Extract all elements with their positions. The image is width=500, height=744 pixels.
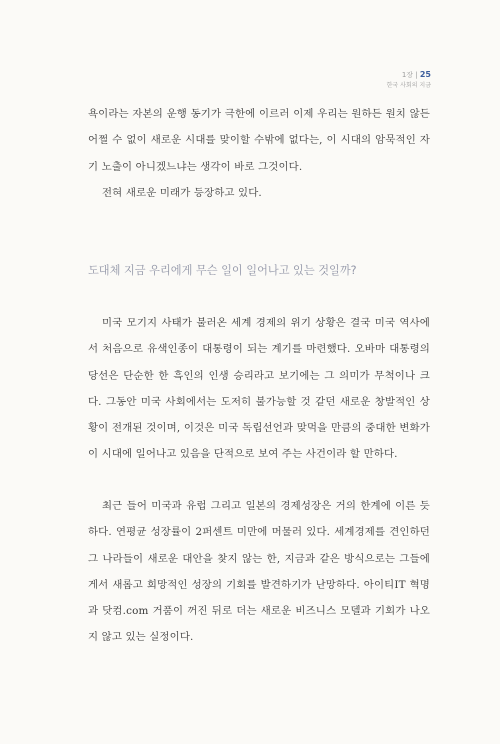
running-head-top	[387, 70, 431, 80]
running-head-separator: |	[415, 71, 418, 79]
short-paragraph: 전혀 새로운 미래가 등장하고 있다.	[102, 187, 262, 199]
running-head	[387, 70, 431, 90]
section-heading: 도대체 지금 우리에게 무슨 일이 일어나고 있는 것일까?	[88, 264, 357, 277]
continued-paragraph: 욕이라는 자본의 운행 동기가 극한에 이르러 이제 우리는 원하든 원치 않든 어쩔 수 없이 새로운 시대를 맞이할 수밖에 없다는, 이 시대의 암묵적인 자기 노출이 아니겠느냐는 생각이 바로 그것이다.	[88, 108, 430, 173]
body-paragraph-1: 미국 모기지 사태가 불러온 세계 경제의 위기 상황은 결국 미국 역사에서 처음으로 유색인종이 대통령이 되는 계기를 마련했다. 오바마 대통령의 당선은 단순한 한 흑인의 인생 승리라고 보기에는 그 의미가 무척이나 크다. 그동안 미국 사회에서는 도저히 불가능할 것 같던 새로운 창발적인 상황이 전개된 것이며, 이것은 미국 독립선언과 맞먹을 만큼의 중대한 변화가 이 시대에 일어나고 있음을 단적으로 보여 주는 사건이라 할 만하다.	[88, 317, 430, 461]
running-head-subtitle: 한국 사회의 지금	[386, 82, 431, 89]
page-number: 25	[419, 70, 431, 79]
chapter-label: 1장	[401, 71, 414, 79]
body-paragraph-2: 최근 들어 미국과 유럽 그리고 일본의 경제성장은 거의 한계에 이른 듯하다. 연평균 성장률이 2퍼센트 미만에 머물러 있다. 세계경제를 견인하던 그 나라들이 새로운 대안을 찾지 않는 한, 지금과 같은 방식으로는 그들에게서 새롭고 희망적인 성장의 기회를 발견하기가 난망하다. 아이티IT 혁명과 닷컴.com 거품이 꺼진 뒤로 더는 새로운 비즈니스 모델과 기회가 나오지 않고 있는 실정이다.	[88, 500, 430, 644]
